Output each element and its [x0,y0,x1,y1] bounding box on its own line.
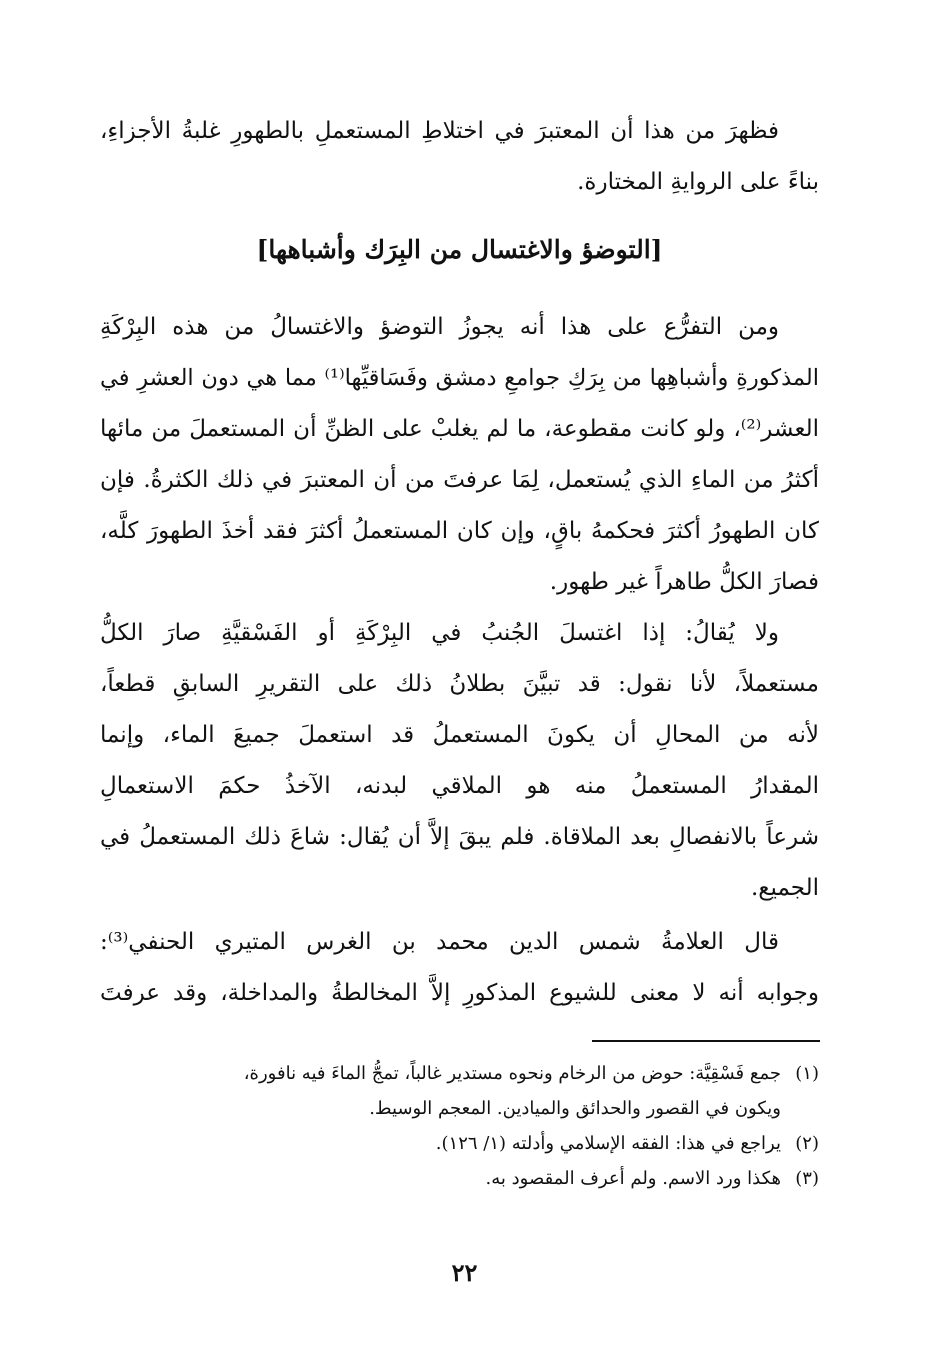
footnote-text: يراجع في هذا: الفقه الإسلامي وأدلته (١/ ١٢٦). [435,1133,781,1154]
footnotes [100,1056,819,1196]
footnote-text: جمع فَسْقِيَّة: حوض من الرخام ونحوه مستدير غالباً، تمجُّ الماءَ فيه نافورة، [243,1063,781,1084]
paragraph-line: بناءً على الروايةِ المختارة. [577,169,819,195]
footnote-1 [100,1056,819,1091]
footnote-text: هكذا ورد الاسم. ولم أعرف المقصود به. [485,1168,781,1189]
paragraph-1 [100,106,819,208]
paragraph-3 [100,608,819,914]
paragraph-line: كان الطهورُ أكثرَ فحكمهُ باقٍ، وإن كان المستعملُ أكثرَ فقد أخذَ الطهورَ كلَّه، [100,518,819,544]
paragraph-line: المذكورةِ وأشباهِها من بِرَكِ جوامعِ دمشق وفَسَاقيِّها⁽¹⁾ مما هي دون العشرِ في [100,365,819,391]
footnote-3 [100,1161,819,1196]
footnote-1-continued [100,1091,819,1126]
paragraph-4 [100,917,819,1019]
paragraph-line: مستعملاً، لأنا نقول: قد تبيَّنَ بطلانُ ذلك على التقريرِ السابقِ قطعاً، [100,671,819,697]
paragraph-line: العشر⁽²⁾، ولو كانت مقطوعة، ما لم يغلبْ على الظنِّ أن المستعملَ من مائها [100,416,819,442]
footnote-number: (١) [795,1063,819,1084]
footnote-text: ويكون في القصور والحدائق والميادين. المعجم الوسيط. [369,1098,781,1119]
footnote-number: (٢) [795,1133,819,1154]
section-heading: [التوضؤ والاغتسال من البِرَك وأشباهها] [256,235,663,264]
paragraph-line: ومن التفرُّع على هذا أنه يجوزُ التوضؤ والاغتسالُ من هذه البِرْكَةِ [100,314,779,340]
footnote-2 [100,1126,819,1161]
paragraph-2 [100,302,819,608]
paragraph-line: أكثرُ من الماءِ الذي يُستعمل، لِمَا عرفتَ من أن المعتبرَ في ذلك الكثرةُ. فإن [100,467,819,493]
paragraph-line: قال العلامةُ شمس الدين محمد بن الغرس المتيري الحنفي⁽³⁾: [100,929,779,955]
paragraph-line: الجميع. [750,875,819,901]
paragraph-line: المقدارُ المستعملُ منه هو الملاقي لبدنه، الآخذُ حكمَ الاستعمالِ [100,773,819,799]
paragraph-line: وجوابه أنه لا معنى للشيوع المذكورِ إلاَّ المخالطةُ والمداخلة، وقد عرفتَ [100,980,819,1006]
footnote-number: (٣) [795,1168,819,1189]
paragraph-line: ولا يُقالُ: إذا اغتسلَ الجُنبُ في البِرْكَةِ أو الفَسْقيَّةِ صارَ الكلُّ [100,620,779,646]
page-number: ٢٢ [451,1258,478,1287]
paragraph-line: لأنه من المحالِ أن يكونَ المستعملُ قد استعملَ جميعَ الماء، وإنما [100,722,819,748]
paragraph-line: شرعاً بالانفصالِ بعد الملاقاة. فلم يبقَ إلاَّ أن يُقال: شاعَ ذلك المستعملُ في [100,824,819,850]
footnote-divider [592,1040,820,1042]
paragraph-line: فصارَ الكلُّ طاهراً غير طهور. [549,569,819,595]
paragraph-line: فظهرَ من هذا أن المعتبرَ في اختلاطِ المستعملِ بالطهورِ غلبةُ الأجزاءِ، [100,118,779,144]
